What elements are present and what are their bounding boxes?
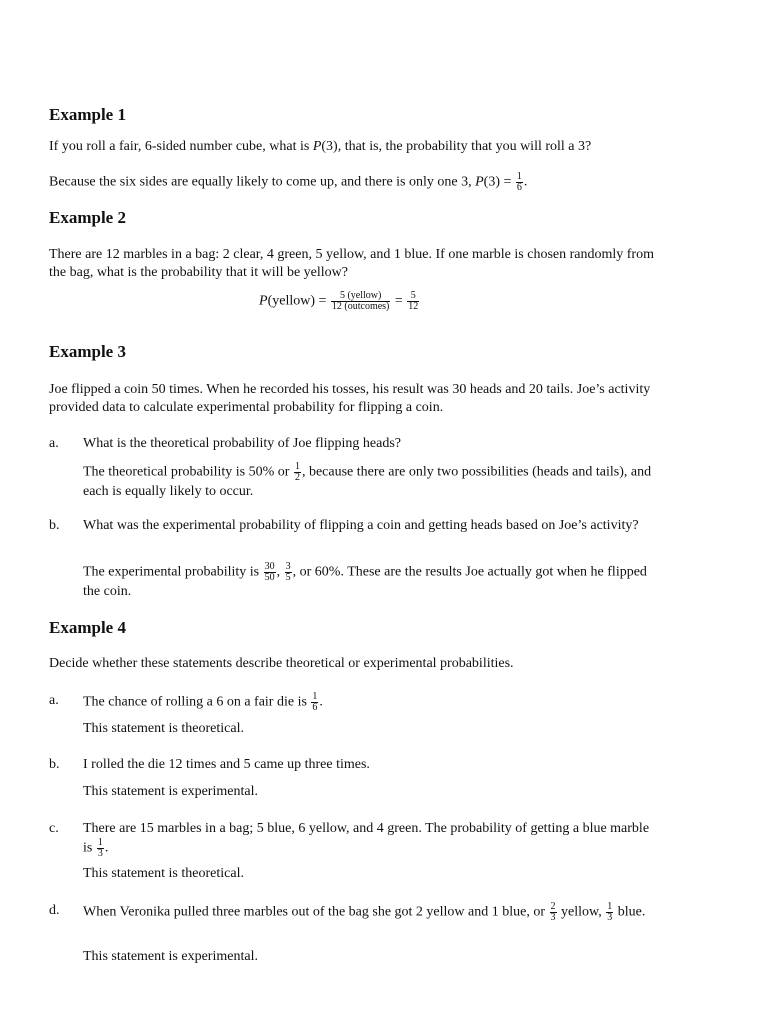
fraction-one-sixth: $\frac{1}{6}$	[312, 691, 318, 713]
item-letter: c.	[49, 821, 59, 836]
example-3-heading: Example 3	[49, 342, 126, 361]
example-3-answer-a	[83, 462, 659, 501]
p-argument: (3)	[321, 139, 338, 154]
question-text-end: , that is, the probability that you will roll a 3?	[337, 139, 592, 154]
example-4-heading: Example 4	[49, 618, 126, 637]
fraction-one-sixth: $\frac{1}{6}$	[516, 171, 522, 193]
fraction-three-fifths: $\frac{3}{5}$	[285, 561, 291, 583]
answer-text: The theoretical probability is 50% or	[83, 464, 293, 480]
equals-sign: =	[391, 293, 407, 309]
answer-text: Because the six sides are equally likely to come up, and there is only one 3,	[49, 174, 476, 190]
example-4-answer-d: This statement is experimental.	[83, 949, 258, 964]
fraction-yellow-outcomes: $\frac{\text{5 (yellow)}}{\text{12 (outcomes)}}$	[331, 290, 390, 312]
answer-text-end: , or 60%. These are the results Joe actually got when he flipped the coin.	[83, 564, 647, 599]
p-symbol: P	[312, 139, 322, 154]
item-question: What was the experimental probability of flipping a coin and getting heads based on Joe’s activity?	[83, 518, 639, 533]
example-4-answer-c: This statement is theoretical.	[83, 866, 244, 881]
item-letter: b.	[49, 757, 60, 772]
fraction-five-twelfths: $\frac{5}{12}$	[408, 290, 419, 312]
example-2-equation	[259, 291, 420, 312]
item-question: What is the theoretical probability of Joe flipping heads?	[83, 436, 402, 451]
example-2-question: There are 12 marbles in a bag: 2 clear, 4 green, 5 yellow, and 1 blue. If one marble is chosen randomly from the bag, what is the probability that it will be yellow?	[49, 247, 654, 280]
p-argument: (3)	[483, 174, 500, 190]
item-letter: d.	[49, 903, 60, 918]
fraction-thirty-fiftieths: $\frac{30}{50}$	[264, 561, 275, 583]
example-3-intro: Joe flipped a coin 50 times. When he recorded his tosses, his result was 30 heads and 20 tails. Joe’s activity provided data to calculate experimental probability for flipping a coin.	[49, 382, 651, 415]
example-3-answer-b	[83, 562, 659, 601]
equals-sign: =	[500, 174, 515, 190]
item-statement: The chance of rolling a 6 on a fair die is $\frac{1}{6}$ .	[83, 691, 323, 713]
example-1-question	[49, 138, 659, 156]
fraction-one-third: $\frac{1}{3}$	[97, 837, 103, 859]
fraction-one-third: $\frac{1}{3}$	[607, 901, 613, 923]
item-letter: a.	[49, 693, 59, 708]
p-symbol: P	[259, 293, 268, 309]
p-argument: (yellow) =	[267, 293, 330, 309]
example-2-heading: Example 2	[49, 208, 126, 227]
item-letter: a.	[49, 436, 59, 451]
fraction-two-thirds: $\frac{2}{3}$	[550, 901, 556, 923]
example-1-answer: Because the six sides are equally likely to come up, and there is only one 3, P(3) = $\frac{1}{6}$ .	[49, 171, 528, 193]
item-statement: I rolled the die 12 times and 5 came up three times.	[83, 757, 370, 772]
example-4-intro: Decide whether these statements describe theoretical or experimental probabilities.	[49, 656, 514, 671]
fraction-one-half: $\frac{1}{2}$	[294, 461, 300, 483]
example-4-answer-b: This statement is experimental.	[83, 784, 258, 799]
p-symbol: P	[475, 174, 484, 190]
item-statement: When Veronika pulled three marbles out of the bag she got 2 yellow and 1 blue, or $\frac{2}{3}$ yellow, $\frac{1}{3}$ blue.	[83, 901, 646, 923]
example-1-heading: Example 1	[49, 105, 126, 124]
question-text: If you roll a fair, 6-sided number cube, what is	[49, 139, 313, 154]
item-statement: There are 15 marbles in a bag; 5 blue, 6 yellow, and 4 green. The probability of getting a blue marble is $\frac{1}{3}$ .	[83, 821, 650, 859]
answer-text: The experimental probability is	[83, 564, 263, 580]
example-4-answer-a: This statement is theoretical.	[83, 721, 244, 736]
item-letter: b.	[49, 518, 60, 533]
answer-text-end: , because there are only two possibilities (heads and tails), and each is equally likely to occur.	[83, 464, 652, 499]
separator: ,	[276, 564, 284, 580]
